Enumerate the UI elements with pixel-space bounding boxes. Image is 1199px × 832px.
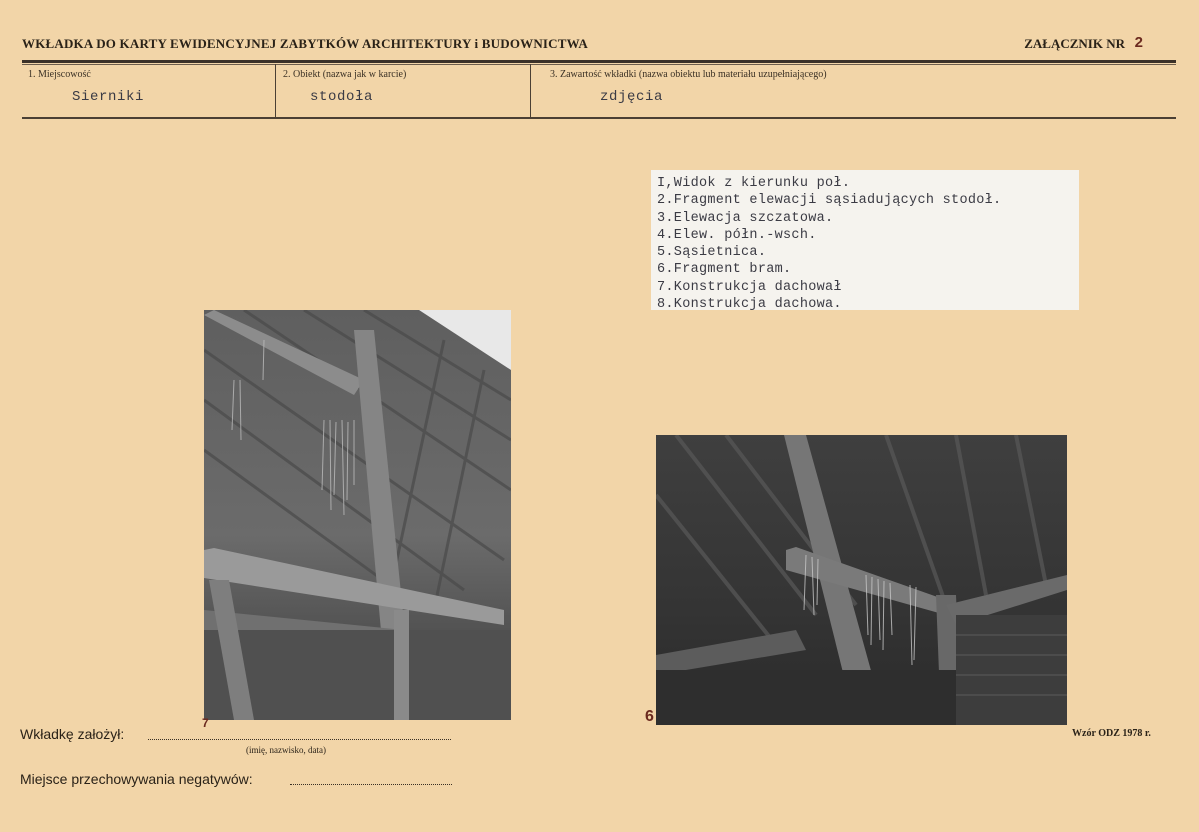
photo-roof-truss-right-image <box>656 435 1067 725</box>
legend-item: I,Widok z kierunku poł. <box>657 176 851 191</box>
photo-roof-truss-right <box>656 435 1067 725</box>
negatives-location-line <box>290 783 452 785</box>
contents-value: zdjęcia <box>600 89 664 105</box>
form-template-number: Wzór ODZ 1978 r. <box>1072 728 1151 739</box>
header-rule-thin <box>22 64 1176 65</box>
object-value: stodoła <box>310 89 374 105</box>
card-header <box>22 34 1177 58</box>
inserted-by-hint: (imię, nazwisko, data) <box>246 745 326 755</box>
legend-item: 8.Konstrukcja dachowa. <box>657 297 842 313</box>
inserted-by-label: Wkładkę założył: <box>20 726 125 742</box>
fields-rule <box>22 117 1176 119</box>
header-rule <box>22 60 1176 63</box>
annex-label: ZAŁĄCZNIK NR <box>1024 36 1125 51</box>
legend-item: 3.Elewacja szczatowa. <box>657 210 834 226</box>
legend-item: 4.Elew. półn.-wsch. <box>657 227 817 243</box>
photo-legend-slip <box>651 170 1079 313</box>
field-divider <box>530 64 531 118</box>
locality-value: Sierniki <box>72 89 145 105</box>
photo-roof-truss-left <box>204 310 511 720</box>
legend-item: 2.Fragment elewacji sąsiadujących stodoł. <box>657 193 1002 209</box>
negatives-location-label: Miejsce przechowywania negatywów: <box>20 771 253 787</box>
inserted-by-line <box>148 738 451 740</box>
photo-legend-list <box>651 170 1079 313</box>
card-title: WKŁADKA DO KARTY EWIDENCYJNEJ ZABYTKÓW ARCHITEKTURY i BUDOWNICTWA <box>22 36 588 51</box>
legend-item: 7.Konstrukcja dachował <box>657 279 842 295</box>
annex-number: 2 <box>1134 34 1143 51</box>
locality-label: 1. Miejscowość <box>28 69 91 80</box>
contents-label: 3. Zawartość wkładki (nazwa obiektu lub materiału uzupełniającego) <box>550 69 827 80</box>
legend-item: 5.Sąsietnica. <box>657 245 767 261</box>
photo-number-7: 7 <box>202 716 209 730</box>
legend-item: 6.Fragment bram. <box>657 262 792 278</box>
object-label: 2. Obiekt (nazwa jak w karcie) <box>283 69 407 80</box>
field-divider <box>275 64 276 118</box>
photo-number-6: 6 <box>645 708 654 725</box>
photo-roof-truss-left-image <box>204 310 511 720</box>
